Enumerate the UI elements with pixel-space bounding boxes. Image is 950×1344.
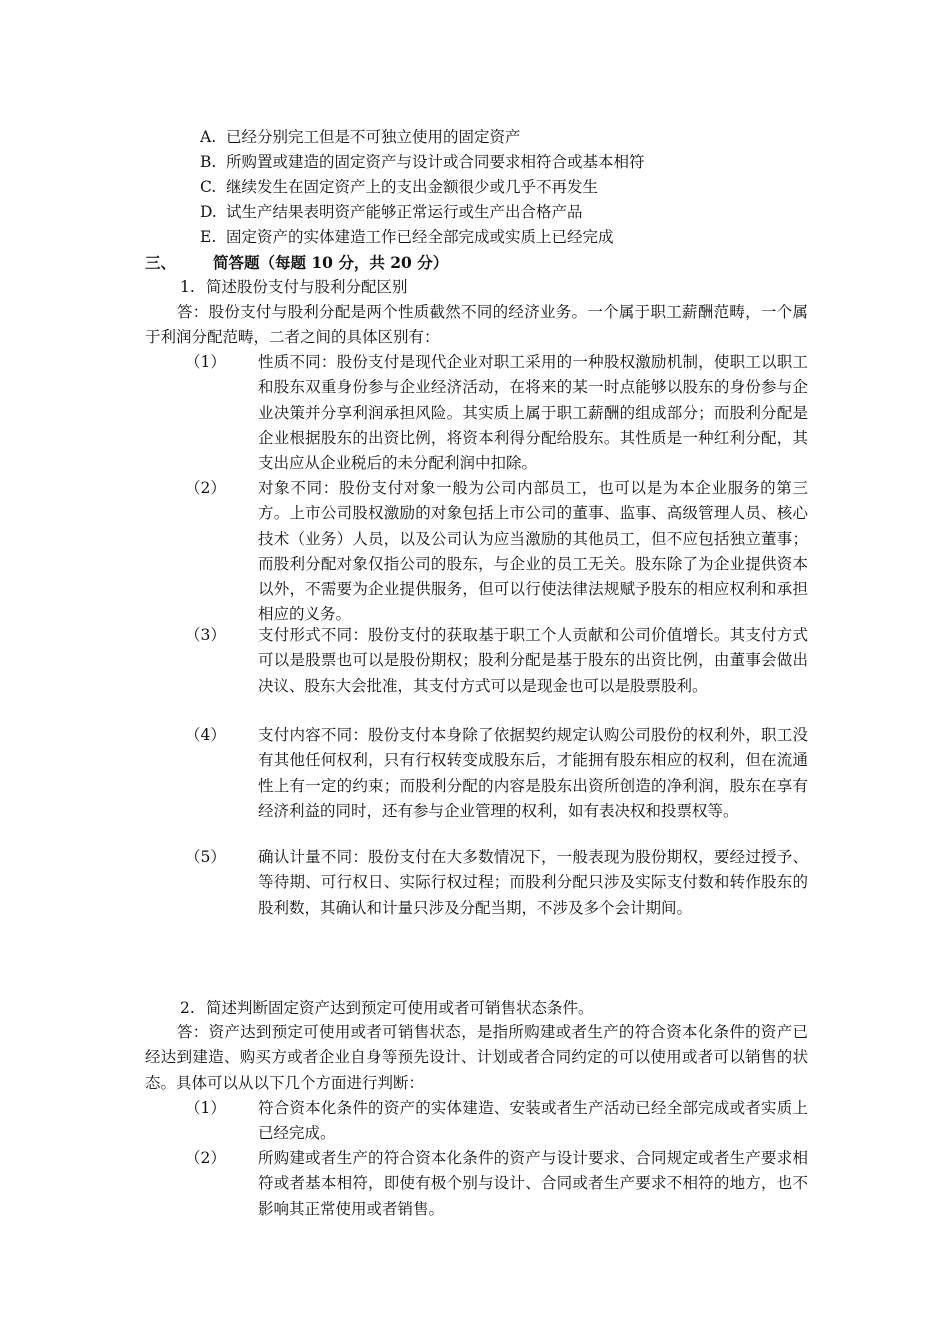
answer-item-3 — [185, 623, 808, 699]
option-text: 继续发生在固定资产上的支出金额很少或几乎不再发生 — [226, 178, 599, 196]
item-text: 支付内容不同：股份支付本身除了依据契约规定认购公司股份的权利外，职工没有其他任何权利，只有行权转变成股东后，才能拥有股东相应的权利，但在流通性上有一定的约束；而股利分配的内容是股东出资所创造的净利润，股东在享有经济利益的同时，还有参与企业管理的权利，如有表决权和投票权等。 — [258, 726, 808, 820]
option-text: 固定资产的实体建造工作已经全部完成或实质上已经完成 — [226, 228, 614, 246]
question-2-answer: 答：资产达到预定可使用或者可销售状态，是指所购建或者生产的符合资本化条件的资产已经达到建造、购买方或者企业自身等预先设计、计划或者合同约定的可以使用或者可以销售的状态。具体可以从以下几个方面进行判断： — [145, 1023, 808, 1092]
item-number: （1） — [185, 1099, 226, 1117]
option-letter: B. — [200, 153, 217, 171]
answer-item-2 — [185, 1146, 808, 1222]
option-e — [200, 225, 614, 250]
item-text: 符合资本化条件的资产的实体建造、安装或者生产活动已经全部完成或者实质上已经完成。 — [258, 1099, 808, 1143]
answer-item-1 — [185, 1096, 808, 1147]
question-number: 1. — [180, 278, 195, 296]
item-number: （2） — [185, 1149, 226, 1167]
question-1-title — [180, 275, 408, 300]
answer-item-1 — [185, 350, 808, 476]
question-2-title — [180, 996, 594, 1021]
item-text: 性质不同：股份支付是现代企业对职工采用的一种股权激励机制，使职工以职工和股东双重身份参与企业经济活动，在将来的某一时点能够以股东的身份参与企业决策并分享利润承担风险。其实质上属于职工薪酬的组成部分；而股利分配是企业根据股东的出资比例，将资本利得分配给股东。其性质是一种红利分配，其支出应从企业税后的未分配利润中扣除。 — [258, 353, 808, 473]
option-text: 已经分别完工但是不可独立使用的固定资产 — [226, 128, 521, 146]
item-number: （5） — [185, 848, 226, 866]
section-number: 三、 — [145, 253, 177, 272]
item-text: 支付形式不同：股份支付的获取基于职工个人贡献和公司价值增长。其支付方式可以是股票也可以是股份期权；股利分配是基于股东的出资比例，由董事会做出决议、股东大会批准，其支付方式可以是现金也可以是股票股利。 — [258, 626, 808, 695]
option-letter: E. — [200, 228, 217, 246]
item-number: （4） — [185, 726, 226, 744]
option-letter: C. — [200, 178, 217, 196]
answer-item-2 — [185, 476, 808, 628]
option-d — [200, 200, 583, 225]
question-text: 简述判断固定资产达到预定可使用或者可销售状态条件。 — [206, 999, 594, 1017]
item-text: 所购建或者生产的符合资本化条件的资产与设计要求、合同规定或者生产要求相符或者基本相符，即使有极个别与设计、合同或者生产要求不相符的地方，也不影响其正常使用或者销售。 — [258, 1149, 808, 1218]
option-letter: D. — [200, 203, 217, 221]
item-number: （3） — [185, 626, 226, 644]
option-text: 试生产结果表明资产能够正常运行或生产出合格产品 — [226, 203, 583, 221]
question-text: 简述股份支付与股利分配区别 — [206, 278, 408, 296]
item-number: （2） — [185, 479, 226, 497]
item-number: （1） — [185, 353, 226, 371]
question-number: 2. — [180, 999, 195, 1017]
option-text: 所购置或建造的固定资产与设计或合同要求相符合或基本相符 — [226, 153, 645, 171]
section-heading — [145, 250, 448, 275]
answer-item-5 — [185, 845, 808, 921]
section-title: 简答题（每题 10 分，共 20 分） — [213, 253, 449, 272]
item-text: 对象不同：股份支付对象一般为公司内部员工，也可以是为本企业服务的第三方。上市公司股权激励的对象包括上市公司的董事、监事、高级管理人员、核心技术（业务）人员，以及公司认为应当激励的其他员工，但不应包括独立董事；而股利分配对象仅指公司的股东，与企业的员工无关。股东除了为企业提供资本以外，不需要为企业提供服务，但可以行使法律法规赋予股东的相应权利和承担相应的义务。 — [258, 479, 808, 624]
item-text: 确认计量不同：股份支付在大多数情况下，一般表现为股份期权，要经过授予、等待期、可行权日、实际行权过程；而股利分配只涉及实际支付数和转作股东的股利数，其确认和计量只涉及分配当期，不涉及多个会计期间。 — [258, 848, 808, 917]
option-letter: A. — [200, 128, 217, 146]
option-c — [200, 175, 598, 200]
option-b — [200, 150, 645, 175]
option-a — [200, 125, 521, 150]
answer-item-4 — [185, 723, 808, 824]
question-1-answer: 答：股份支付与股利分配是两个性质截然不同的经济业务。一个属于职工薪酬范畴，一个属于利润分配范畴，二者之间的具体区别有： — [145, 303, 808, 347]
